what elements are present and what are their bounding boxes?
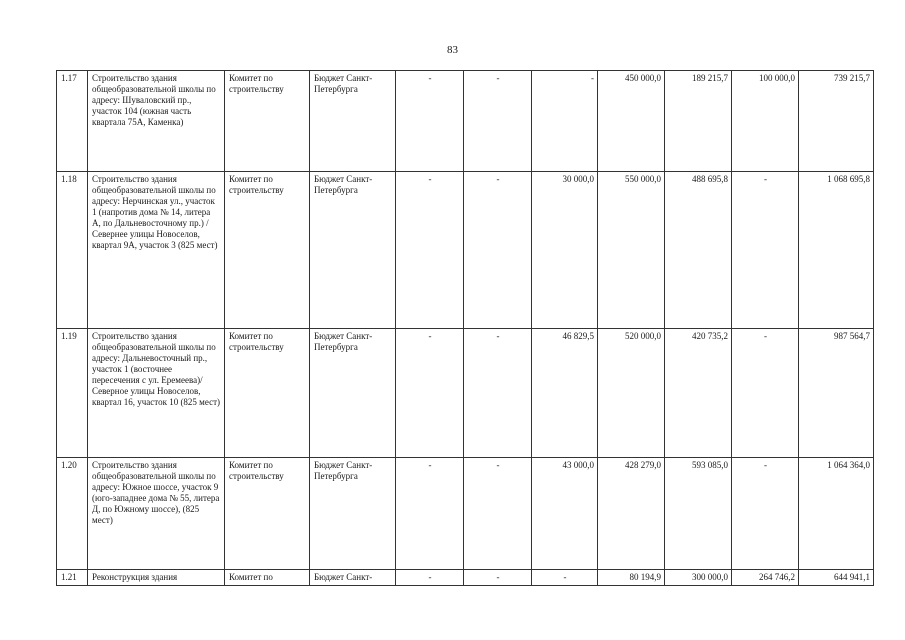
row-value-4: 550 000,0 [598, 172, 665, 329]
row-total: 739 215,7 [799, 71, 874, 172]
row-value-1: - [396, 458, 464, 570]
row-total: 987 564,7 [799, 329, 874, 458]
row-value-3: 46 829,5 [532, 329, 598, 458]
row-number: 1.17 [57, 71, 88, 172]
row-name: Реконструкция здания [88, 570, 225, 586]
row-value-6: - [732, 172, 799, 329]
row-value-3: 30 000,0 [532, 172, 598, 329]
row-value-4: 520 000,0 [598, 329, 665, 458]
row-executor: Комитет по строительству [225, 329, 310, 458]
row-value-4: 80 194,9 [598, 570, 665, 586]
row-value-5: 189 215,7 [665, 71, 732, 172]
row-name: Строительство здания общеобразовательной школы по адресу: Нерчинская ул., участок 1 (напротив дома № 14, литера А, по Дальневосточному пр.) / Севернее улицы Новоселов, квартал 9А, участок 3 (825 мест) [88, 172, 225, 329]
table-row [57, 172, 874, 329]
row-value-5: 420 735,2 [665, 329, 732, 458]
row-name: Строительство здания общеобразовательной школы по адресу: Дальневосточный пр., участок 1 (восточнее пересечения с ул. Еремеева)/Северное улицы Новоселов, квартал 16, участок 10 (825 мест) [88, 329, 225, 458]
row-total: 644 941,1 [799, 570, 874, 586]
table-row [57, 329, 874, 458]
row-value-3: - [532, 570, 598, 586]
row-source: Бюджет Санкт-Петербурга [310, 172, 396, 329]
row-value-4: 428 279,0 [598, 458, 665, 570]
row-value-5: 488 695,8 [665, 172, 732, 329]
row-value-3: 43 000,0 [532, 458, 598, 570]
row-executor: Комитет по строительству [225, 458, 310, 570]
row-source: Бюджет Санкт- [310, 570, 396, 586]
row-value-2: - [464, 172, 532, 329]
row-value-6: - [732, 329, 799, 458]
row-value-6: - [732, 458, 799, 570]
row-source: Бюджет Санкт-Петербурга [310, 329, 396, 458]
row-value-1: - [396, 71, 464, 172]
row-total: 1 064 364,0 [799, 458, 874, 570]
page-number: 83 [447, 44, 458, 56]
row-value-2: - [464, 458, 532, 570]
row-number: 1.20 [57, 458, 88, 570]
row-value-1: - [396, 570, 464, 586]
row-value-1: - [396, 172, 464, 329]
row-number: 1.19 [57, 329, 88, 458]
row-source: Бюджет Санкт-Петербурга [310, 458, 396, 570]
row-name: Строительство здания общеобразовательной школы по адресу: Шуваловский пр., участок 104 (южная часть квартала 75А, Каменка) [88, 71, 225, 172]
budget-table [56, 70, 874, 586]
row-name: Строительство здания общеобразовательной школы по адресу: Южное шоссе, участок 9 (юго-западнее дома № 55, литера Д, по Южному шоссе), (825 мест) [88, 458, 225, 570]
table-row [57, 71, 874, 172]
row-value-4: 450 000,0 [598, 71, 665, 172]
row-value-5: 300 000,0 [665, 570, 732, 586]
row-executor: Комитет по строительству [225, 71, 310, 172]
row-executor: Комитет по строительству [225, 172, 310, 329]
row-value-2: - [464, 71, 532, 172]
row-value-5: 593 085,0 [665, 458, 732, 570]
row-source: Бюджет Санкт-Петербурга [310, 71, 396, 172]
row-value-1: - [396, 329, 464, 458]
row-value-2: - [464, 329, 532, 458]
table-row [57, 570, 874, 586]
row-value-2: - [464, 570, 532, 586]
row-executor: Комитет по [225, 570, 310, 586]
row-value-3: - [532, 71, 598, 172]
row-value-6: 264 746,2 [732, 570, 799, 586]
table-row [57, 458, 874, 570]
row-number: 1.21 [57, 570, 88, 586]
row-number: 1.18 [57, 172, 88, 329]
row-total: 1 068 695,8 [799, 172, 874, 329]
row-value-6: 100 000,0 [732, 71, 799, 172]
